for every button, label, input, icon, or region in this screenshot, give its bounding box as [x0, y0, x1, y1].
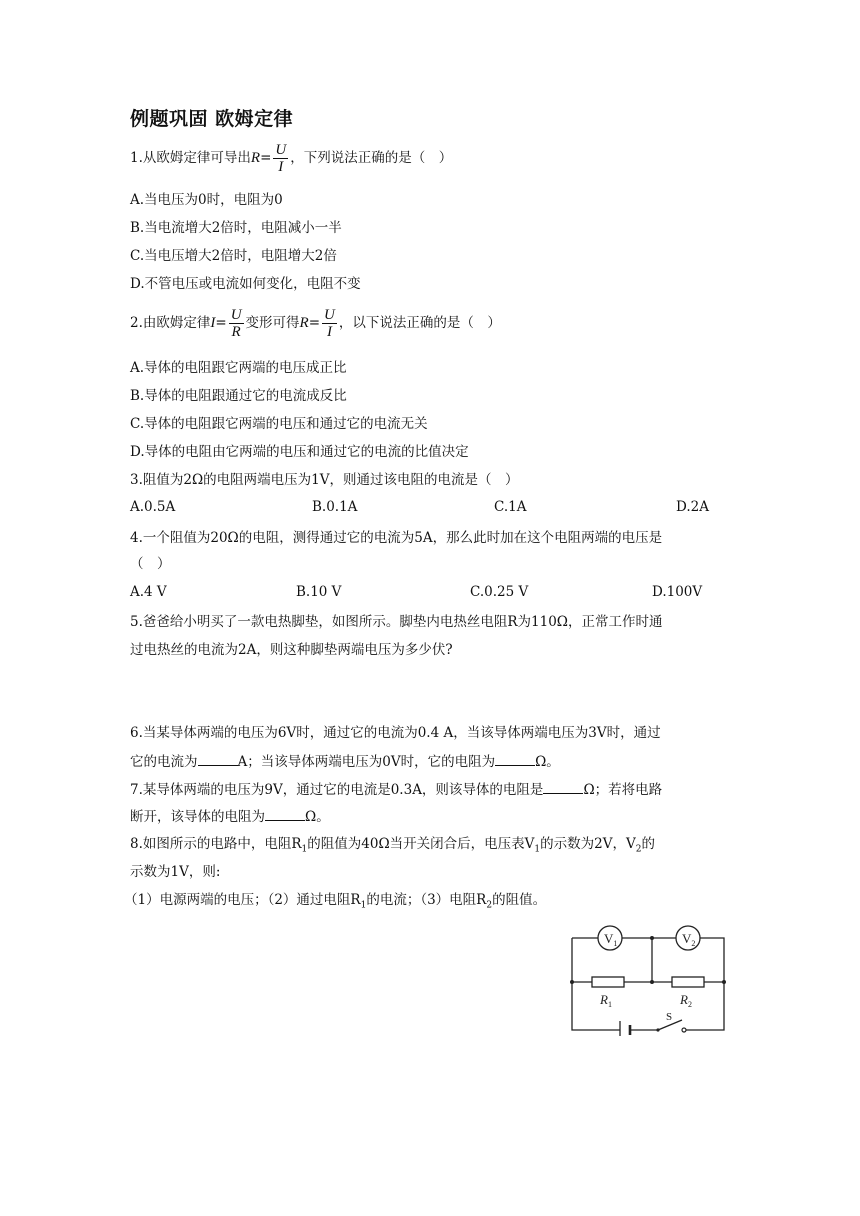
question-3-option-b: B.0.1A [312, 499, 358, 515]
question-4-stem-line1: 4.一个阻值为20Ω的电阻，测得通过它的电流为5A，那么此时加在这个电阻两端的电压是 [130, 530, 663, 546]
resistor-r1-label: $R_1$ [600, 992, 612, 1009]
question-6-stem-line2: 它的电流为 A；当该导体两端电压为0V时，它的电阻为 Ω。 [130, 751, 560, 772]
question-3-stem: 3.阻值为2Ω的电阻两端电压为1V，则通过该电阻的电流是（ ） [130, 472, 519, 488]
resistor-r2-label: $R_2$ [680, 992, 692, 1009]
resistor-r2 [672, 977, 704, 987]
question-4-option-c: C.0.25 V [470, 584, 529, 600]
answer-blank[interactable] [495, 751, 535, 766]
page-title: 例题巩固 欧姆定律 [130, 108, 294, 130]
switch-contact [682, 1028, 686, 1032]
question-1-option-a: A.当电压为0时，电阻为0 [130, 192, 283, 208]
fraction-u-over-i: $\frac{U}{I}$ [324, 307, 335, 340]
fraction-u-over-r: $\frac{U}{R}$ [230, 307, 242, 340]
resistor-r1 [592, 977, 624, 987]
switch-pivot [656, 1028, 659, 1031]
answer-blank[interactable] [198, 751, 238, 766]
question-5-stem-line1: 5.爸爸给小明买了一款电热脚垫，如图所示。脚垫内电热丝电阻R为110Ω，正常工作时通 [130, 614, 663, 630]
junction-dot [650, 936, 654, 940]
question-2-option-d: D.导体的电阻由它两端的电压和通过它的电流的比值决定 [130, 444, 469, 460]
question-3-option-a: A.0.5A [130, 499, 176, 515]
question-2-option-b: B.导体的电阻跟通过它的电流成反比 [130, 388, 347, 404]
voltmeter-v2-label: $V_2$ [682, 931, 696, 948]
question-1-stem: 1.从欧姆定律可导出R= $\frac{U}{I}$ ，下列说法正确的是（ ） [130, 142, 453, 175]
circuit-diagram [566, 924, 732, 1036]
junction-dot [570, 980, 574, 984]
switch-label: S [666, 1011, 673, 1023]
voltmeter-v1-label: $V_1$ [604, 931, 618, 948]
question-3-option-c: C.1A [494, 499, 527, 515]
junction-dot [650, 980, 654, 984]
fraction-u-over-i: $\frac{U}{I}$ [275, 142, 287, 175]
question-5-stem-line2: 过电热丝的电流为2A，则这种脚垫两端电压为多少伏? [130, 642, 453, 658]
question-3-option-d: D.2A [676, 499, 709, 515]
answer-blank[interactable] [265, 806, 305, 821]
question-1-option-b: B.当电流增大2倍时，电阻减小一半 [130, 220, 342, 236]
question-4-option-b: B.10 V [296, 584, 342, 600]
question-4-option-d: D.100V [652, 584, 703, 600]
question-8-subquestions: （1）电源两端的电压；（2）通过电阻$R_1$的电流；（3）电阻$R_2$的阻值。 [124, 892, 547, 911]
answer-blank[interactable] [543, 779, 583, 794]
question-2-option-a: A.导体的电阻跟它两端的电压成正比 [130, 360, 347, 376]
question-4-option-a: A.4 V [130, 584, 167, 600]
junction-dot [722, 980, 726, 984]
question-2-stem: 2.由欧姆定律I= $\frac{U}{R}$ 变形可得R= $\frac{U}{I}$ ，以下说法正确的是（ ） [130, 307, 501, 340]
question-7-stem-line2: 断开，该导体的电阻为 Ω。 [130, 806, 330, 827]
question-6-stem-line1: 6.当某导体两端的电压为6V时，通过它的电流为0.4 A，当该导体两端电压为3V时，通过 [130, 725, 661, 741]
question-8-stem-line1: 8.如图所示的电路中，电阻$R_1$的阻值为40Ω当开关闭合后，电压表$V_1$的示数为2V，$V_2$的 [130, 836, 655, 855]
question-8-stem-line2: 示数为1V，则: [130, 864, 221, 880]
question-7-stem-line1: 7.某导体两端的电压为9V，通过它的电流是0.3A，则该导体的电阻是 Ω；若将电路 [130, 779, 662, 800]
question-2-option-c: C.导体的电阻跟它两端的电压和通过它的电流无关 [130, 416, 428, 432]
question-4-stem-line2: （ ） [130, 556, 171, 572]
question-1-option-c: C.当电压增大2倍时，电阻增大2倍 [130, 248, 337, 264]
circuit-wire [572, 938, 724, 1030]
question-1-option-d: D.不管电压或电流如何变化，电阻不变 [130, 276, 361, 292]
